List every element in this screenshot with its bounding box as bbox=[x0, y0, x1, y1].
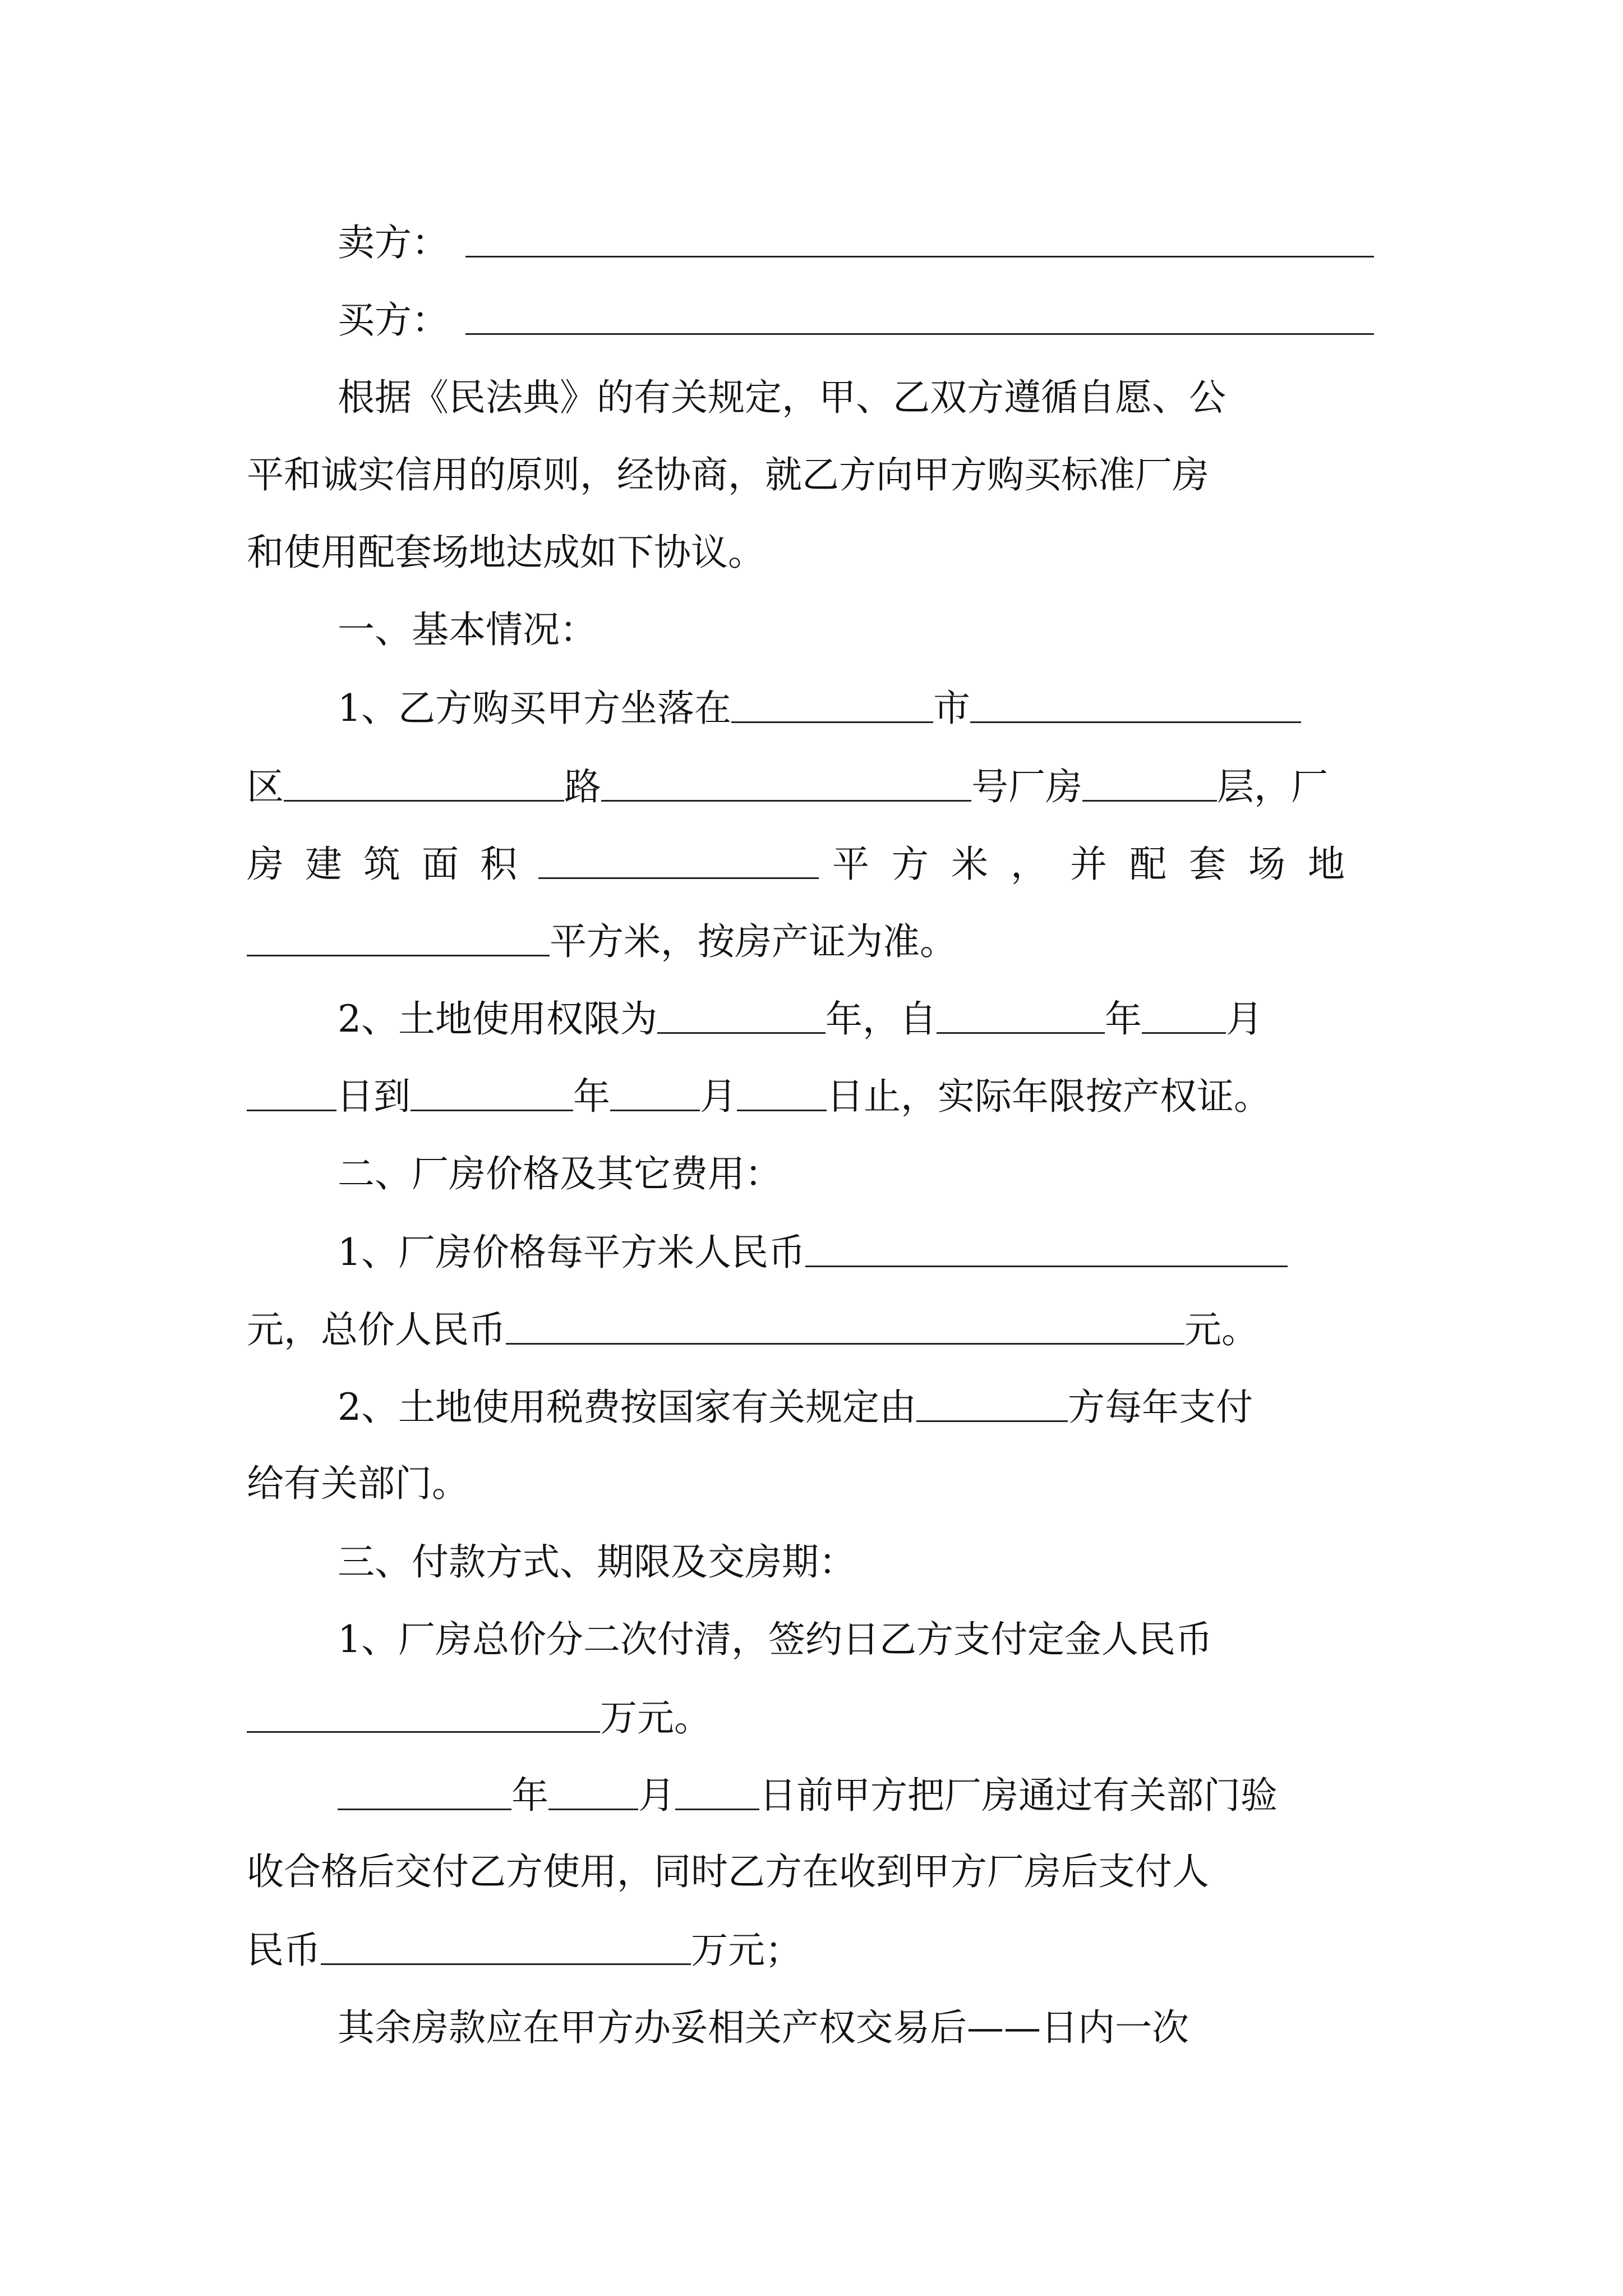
s1-item2-text-c: 年 bbox=[1105, 997, 1142, 1041]
section1-item1-line3 bbox=[247, 843, 1367, 886]
s3-para2-text-f: 万元； bbox=[691, 1929, 802, 1972]
section3-para2-line1 bbox=[338, 1774, 1278, 1817]
tax-party-blank bbox=[916, 1388, 1068, 1422]
handover-month-blank bbox=[548, 1776, 638, 1810]
building-area-blank bbox=[538, 845, 819, 879]
s1-item1-text-b: 市 bbox=[933, 687, 970, 730]
site-area-blank bbox=[247, 922, 550, 956]
s3-item1-text-b: 万元。 bbox=[600, 1696, 711, 1740]
s3-para2-text-b: 月 bbox=[638, 1774, 675, 1817]
total-price-blank bbox=[506, 1310, 1184, 1345]
seller-blank bbox=[465, 223, 1374, 257]
end-day-blank bbox=[737, 1077, 827, 1111]
section2-item1-line1 bbox=[338, 1231, 1288, 1274]
s2-item1-text-b: 元，总价人民币 bbox=[247, 1308, 506, 1351]
end-year-blank bbox=[411, 1077, 573, 1111]
floor-blank bbox=[1082, 767, 1217, 802]
section3-heading: 三、付款方式、期限及交房期： bbox=[338, 1540, 856, 1584]
s1-item1-text-f: 层，厂 bbox=[1217, 765, 1328, 808]
district-blank bbox=[284, 767, 564, 802]
road-blank bbox=[601, 767, 971, 802]
city-blank bbox=[731, 689, 933, 723]
start-year-blank bbox=[937, 1000, 1105, 1034]
section1-item1-line4 bbox=[247, 920, 957, 963]
section1-item2-line1 bbox=[338, 997, 1263, 1041]
s1-item2-text-d: 月 bbox=[1226, 997, 1263, 1041]
s3-para2-text-e: 民币 bbox=[247, 1929, 321, 1972]
payment-amount-blank bbox=[321, 1931, 691, 1965]
intro-line-1: 根据《民法典》的有关规定，甲、乙双方遵循自愿、公 bbox=[338, 376, 1226, 419]
start-month-blank bbox=[1142, 1000, 1226, 1034]
s2-item1-text-a: 1、厂房价格每平方米人民币 bbox=[338, 1231, 805, 1274]
handover-day-blank bbox=[675, 1776, 759, 1810]
deposit-blank bbox=[247, 1699, 600, 1733]
s1-item1-text-e: 号厂房 bbox=[971, 765, 1082, 808]
section2-item1-line2 bbox=[247, 1310, 1258, 1349]
start-day-blank bbox=[247, 1077, 336, 1111]
s1-item1-text-c: 区 bbox=[247, 765, 284, 808]
section3-item1-line1: 1、厂房总价分二次付清，签约日乙方支付定金人民币 bbox=[338, 1618, 1212, 1661]
section1-item1-line2 bbox=[247, 767, 1328, 806]
s1-item2-text-e: 日到 bbox=[336, 1075, 411, 1118]
section2-item2-line1 bbox=[338, 1386, 1253, 1429]
section1-item1-line1 bbox=[338, 687, 1301, 730]
s1-item1-text-a: 1、乙方购买甲方坐落在 bbox=[338, 687, 731, 730]
s1-item1-text-i: 平方米，按房产证为准。 bbox=[550, 920, 957, 963]
section1-heading: 一、基本情况： bbox=[338, 608, 597, 651]
s1-item1-text-d: 路 bbox=[564, 765, 601, 808]
intro-line-2: 平和诚实信用的原则，经协商，就乙方向甲方购买标准厂房 bbox=[247, 453, 1209, 496]
intro-line-3: 和使用配套场地达成如下协议。 bbox=[247, 531, 765, 574]
s3-para2-text-a: 年 bbox=[511, 1774, 548, 1817]
s1-item1-text-g: 房建筑面积 bbox=[247, 843, 538, 886]
seller-line bbox=[338, 221, 1374, 264]
s1-item2-text-f: 年 bbox=[573, 1075, 610, 1118]
section3-para2-line3 bbox=[247, 1929, 802, 1972]
seller-label: 卖方： bbox=[338, 221, 449, 264]
s1-item2-text-b: 年，自 bbox=[826, 997, 937, 1041]
s1-item2-text-h: 日止，实际年限按产权证。 bbox=[827, 1075, 1271, 1118]
handover-year-blank bbox=[338, 1776, 511, 1810]
s2-item2-text-b: 方每年支付 bbox=[1068, 1386, 1253, 1429]
section3-para2-line2: 收合格后交付乙方使用，同时乙方在收到甲方厂房后支付人 bbox=[247, 1850, 1209, 1893]
buyer-line bbox=[338, 298, 1374, 342]
unit-price-blank bbox=[805, 1233, 1288, 1267]
s2-item1-text-c: 元。 bbox=[1184, 1308, 1258, 1351]
s1-item1-text-h: 平方米，并配套场地 bbox=[832, 843, 1367, 886]
s2-item2-text-a: 2、土地使用税费按国家有关规定由 bbox=[338, 1386, 916, 1429]
section1-item2-line2 bbox=[247, 1075, 1271, 1118]
section2-heading: 二、厂房价格及其它费用： bbox=[338, 1152, 782, 1195]
section3-item1-line2 bbox=[247, 1696, 711, 1740]
section2-item2-line2: 给有关部门。 bbox=[247, 1462, 469, 1505]
city-tail-blank bbox=[970, 689, 1301, 723]
land-years-blank bbox=[657, 1000, 826, 1034]
s1-item2-text-a: 2、土地使用权限为 bbox=[338, 997, 657, 1041]
buyer-blank bbox=[465, 301, 1374, 335]
section3-para3-line1: 其余房款应在甲方办妥相关产权交易后——日内一次 bbox=[338, 2006, 1189, 2049]
s1-item2-text-g: 月 bbox=[700, 1075, 737, 1118]
buyer-label: 买方： bbox=[338, 298, 449, 342]
end-month-blank bbox=[610, 1077, 700, 1111]
s3-para2-text-c: 日前甲方把厂房通过有关部门验 bbox=[759, 1774, 1278, 1817]
